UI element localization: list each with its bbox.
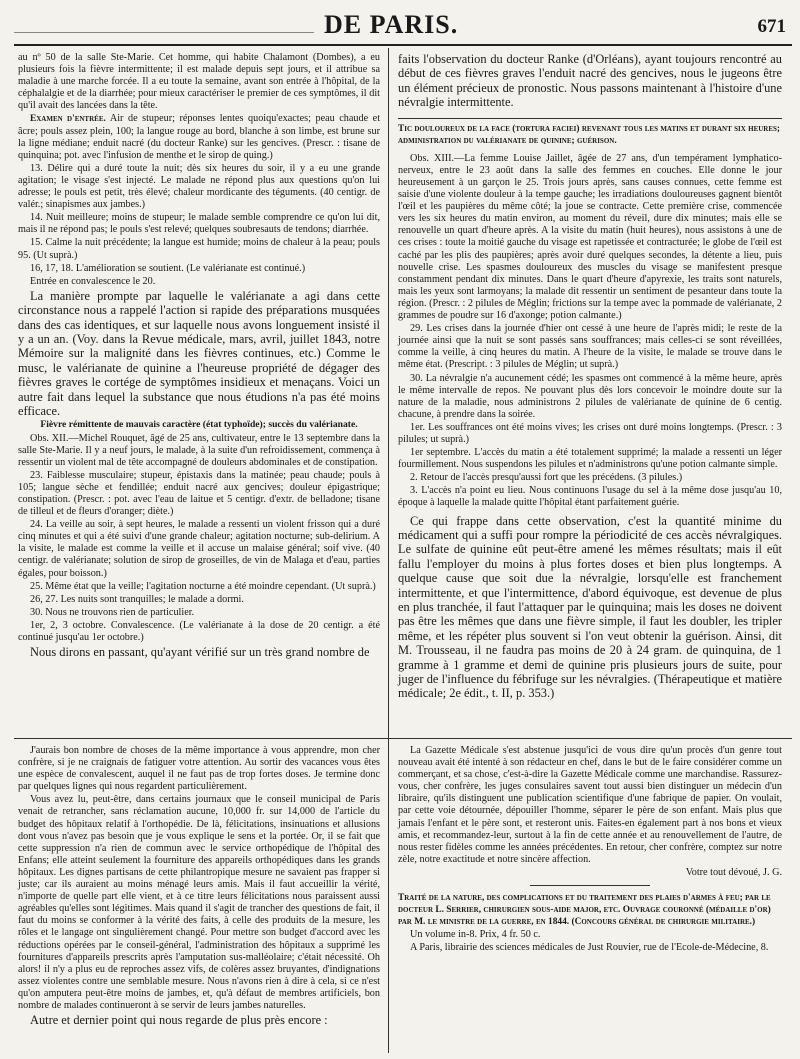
paragraph: Nous dirons en passant, qu'ayant vérifié sur un très grand nombre de bbox=[30, 645, 370, 660]
paragraph: 1er, 2, 3 octobre. Convalescence. (Le valérianate à la dose de 20 centigr. a été continué jusqu'au 1er octobre.) bbox=[18, 619, 380, 644]
paragraph: Vous avez lu, peut-être, dans certains journaux que le conseil municipal de Paris venait de retrancher, sans réclamation aucune, 10,000 fr. sur 14,000 de l'article du budget des hôpitaux relatif à l'orthopédie. De là, félicitations, insinuations et allusions dont vous n'avez pas besoin que je vous explique le sens et la portée. Or, il se fait que cette suppression n'a rien de commun avec le service orthopédique de l'hôpital des Enfans; elle atteint seulement la fourniture des appareils orthopédiques dans les grands hôpitaux. Les dignes partisans de cette philantropique mesure ne savaient pas frapper si juste; car ils auraient au moins ménagé leurs amis. Mais il faut accueillir la vérité, n'importe de quelle part elle vient, et à ce titre leurs félicitations nous paraissent aussi agréables qu'elles sont légitimes. Mais quand il s'agit de trancher des questions de fait, il faut du moins se conformer à la vérité des faits, à celle des produits de la mesure, les rôles et le langage ont singulièrement changé. Pour mettre son budget d'accord avec les réductions opérées par le conseil-général, l'administration des hôpitaux a supprimé les fournitures d'appareils prescrits après l'amputation sus-malléolaire; c'était nécessité. Oh alors! il n'y a plus eu de reproches assez vifs, de colères assez bruyantes, d'indignations assez violentes contre une semblable mesure. Nous n'avons rien à dire à cela, si ce n'est qu'on amputera peut-être moins de jambes, et, qu'à défaut de membres artificiels, bon nombre de malades continueront à se servir de leurs jambes naturelles. bbox=[18, 794, 380, 1011]
paragraph: au nº 50 de la salle Ste-Marie. Cet homme, qui habite Chalamont (Dombes), a eu plusieurs fois la fièvre intermittente; il est malade depuis sept jours, et il attribue sa maladie à une marche forcée. Il a eu toute la semaine, avant son entrée à l'hôpital, de la céphalalgie et de la diarrhée; pour mieux caractériser le premier de ces symptômes, il dit qu'il avait des lancées dans la tête. bbox=[18, 52, 380, 112]
paragraph: 30. La névralgie n'a aucunement cédé; les spasmes ont commencé à la même heure, après le même intervalle de repos. Ne pouvant plus dès lors concevoir le moindre doute sur la nature de la maladie, nous administrons 2 pilules de valérianate de quinine de 6 centig. chacune, à prendre dans la soirée. bbox=[398, 372, 782, 420]
paragraph: 2. Retour de l'accès presqu'aussi fort que les précédens. (3 pilules.) bbox=[410, 472, 683, 484]
paragraph: 24. La veille au soir, à sept heures, le malade a ressenti un violent frisson qui a duré cinq minutes et qui a été suivi d'une grande chaleur; agitation nocturne; sub-delirium. A la visite, le malade est comme la veille et il accuse un malaise général; soif vive. (40 centigr. de valérianate; solution de sirop de groseilles, de vin de Malaga et d'eau, parties égales, pour boisson.) bbox=[18, 519, 380, 579]
paragraph: 15. Calme la nuit précédente; la langue est humide; moins de chaleur à la peau; pouls 95. (Ut suprà.) bbox=[18, 237, 380, 261]
section-heading: Tic douloureux de la face (tortura faciei) revenant tous les matins et durant six heures; administration du valérianate de quinine; guérison. bbox=[398, 118, 782, 147]
paragraph: 14. Nuit meilleure; moins de stupeur; le malade semble comprendre ce qu'on lui dit, mais il ne répond pas; le pouls s'est relevé; quelques soubresauts de tendons; diarrhée. bbox=[18, 212, 380, 236]
header-rule bbox=[14, 44, 792, 46]
paragraph: Ce qui frappe dans cette observation, c'est la quantité minime du médicament qui a suffi pour rompre la périodicité de ces accès névralgiques. Le sulfate de quinine eût peut-être amené les mêmes résultats; mais il eût fallu l'employer du moins à plus fortes doses et bien plus longtemps. A quelque cause que soit due la névralgie, lorsqu'elle est franchement intermittente, et que l'intermittence, d'abord équivoque, est devenue de plus en plus tranchée, il faut l'attaquer par le quinquina; mais les doses ne doivent pas être les mêmes que dans une fièvre simple, il faut les doubler, les tripler même, et les répéter plus souvent si l'on veut obtenir la guérison. Ainsi, dit M. Trousseau, il ne faudra pas moins de 20 à 24 gram. de quinquina, de 1 gramme à 1 gramme et demi de quinine pris plusieurs jours de suite, pour juger de l'influence du fébrifuge sur les névralgies. (Thérapeutique et matière médicale; 2e édit., t. II, p. 353.) bbox=[398, 513, 782, 701]
paragraph: 1er septembre. L'accès du matin a été totalement supprimé; la malade a ressenti un léger fourmillement. Nous suspendons les pilules et n'administrons qu'une potion calmante simple. bbox=[398, 447, 782, 471]
paragraph: J'aurais bon nombre de choses de la même importance à vous apprendre, mon cher confrère, si je ne craignais de fatiguer votre attention. Au sortir des vacances vous êtes une espèce de convalescent, auquel il ne faut pas de trop fortes doses. Je termine donc par quelques lignes qui nous regardent particulièrement. bbox=[18, 745, 380, 793]
paragraph: faits l'observation du docteur Ranke (d'Orléans), ayant toujours rencontré au début de ces fièvres graves l'enduit nacré des gencives, nous le jugeons être un élément précieux de pronostic. Nous passons maintenant à l'histoire d'une névralgie intermittente. bbox=[398, 52, 782, 110]
page-number: 671 bbox=[757, 16, 786, 37]
paragraph: 1er. Les souffrances ont été moins vives; les crises ont duré moins longtemps. (Prescr. : 3 pilules; ut suprà.) bbox=[398, 421, 782, 445]
newspaper-page bbox=[14, 0, 792, 1059]
paragraph: 13. Délire qui a duré toute la nuit; dès six heures du soir, il y a eu une grande agitation; le visage s'est injecté. Le malade ne répond plus aux questions qu'on lui adresse; le pouls est petit, très élevé; chaleur mordicante des téguments. (40 centigr. de valér.; sinapismes aux jambes.) bbox=[18, 162, 380, 211]
inline-heading: Examen d'entrée. bbox=[30, 114, 106, 125]
paragraph-text: Air de stupeur; réponses lentes quoiqu'exactes; peau chaude et âcre; pouls assez plein, 100; la langue rouge au bord, blanche à son limbe, est brune sur la ligne médiane; enduit nacré (du docteur Ranke) sur les gencives. (Prescr. : tisane de quinquina; pot. avec l'infusion de menthe et le sirop de quing.) bbox=[18, 113, 381, 161]
page-header bbox=[14, 0, 792, 44]
running-title: DE PARIS. bbox=[324, 10, 459, 39]
paragraph: 30. Nous ne trouvons rien de particulier. bbox=[30, 606, 195, 618]
paragraph: 23. Faiblesse musculaire; stupeur, épistaxis dans la matinée; peau chaude; pouls à 105; langue sèche et fendillée; enduit nacré aux gencives; douleur épigastrique; constipation. (Prescr. : pot. avec l'eau de laitue et 5 centigr. d'extr. de belladone; tisane de tilleul et de fleurs d'oranger; diète.) bbox=[18, 469, 380, 518]
column-top-right bbox=[398, 52, 782, 702]
header-left-rule bbox=[14, 8, 314, 33]
column-top-left bbox=[18, 52, 380, 661]
short-rule bbox=[530, 885, 650, 886]
paragraph: 26, 27. Les nuits sont tranquilles; le malade a dormi. bbox=[30, 593, 244, 605]
paragraph: Obs. XII.—Michel Rouquet, âgé de 25 ans, cultivateur, entre le 13 septembre dans la salle Ste-Marie. Il y a neuf jours, le malade, à la suite d'un refroidissement, commença à ressentir un violent mal de tête accompagné de douleurs abdominales et de constipation. bbox=[18, 432, 380, 468]
paragraph: 29. Les crises dans la journée d'hier ont cessé à une heure de l'après midi; le reste de la journée ainsi que la nuit se sont passés sans souffrances; mais celles-ci se sont réveillées, comme la veille, à cinq heures du matin. A l'heure de la visite, le malade se trouve dans le même état. (Prescript. : 3 pilules de Méglin; ut suprà.) bbox=[398, 323, 782, 371]
paragraph bbox=[18, 113, 380, 161]
paragraph: Un volume in-8. Prix, 4 fr. 50 c. bbox=[410, 929, 541, 941]
column-bottom-right bbox=[398, 745, 782, 956]
paragraph: A Paris, librairie des sciences médicales de Just Rouvier, rue de l'Ecole-de-Médecine, 8. bbox=[410, 942, 769, 954]
column-bottom-left bbox=[18, 745, 380, 1028]
section-heading: Fièvre rémittente de mauvais caractère (état typhoïde); succès du valérianate. bbox=[40, 419, 358, 431]
paragraph: 3. L'accès n'a point eu lieu. Nous continuons l'usage du sel à la même dose jusqu'au 10, époque à laquelle la malade quitte l'hôpital étant parfaitement guérie. bbox=[398, 485, 782, 509]
paragraph: Autre et dernier point qui nous regarde de plus près encore : bbox=[30, 1013, 328, 1028]
signature-line: Votre tout dévoué, J. G. bbox=[685, 866, 782, 878]
book-notice-title: Traité de la nature, des complications et du traitement des plaies d'armes à feu; par le docteur L. Serrier, chirurgien sous-aide major, etc. Ouvrage couronné (médaille d'or) par M. le ministre de la guerre, en 1844. (Concours général de chirurgie militaire.) bbox=[398, 893, 771, 928]
paragraph: La manière prompte par laquelle le valérianate a agi dans cette circonstance nous a rappelé l'action si rapide des préparations musquées dans des cas identiques, et sur laquelle nous avons longuement insisté il y a un an. (Voy. dans la Revue médicale, mars, avril, juillet 1843, notre Mémoire sur la malignité dans les fièvres continues, etc.) Comme le musc, le valérianate de quinine a l'heureuse propriété de dégager des fièvres graves le cortége de symptômes insidieux et menaçans. Voici un autre fait dans lequel la substance que nous étudions n'a pas été moins efficace. bbox=[18, 288, 380, 419]
paragraph: Obs. XIII.—La femme Louise Jaillet, âgée de 27 ans, d'un tempérament lymphatico-nerveux, entre le 23 août dans la salle des femmes en couches. Elle donne le jour heureusement à un garçon le 25. Trois jours après, sans causes connues, cette femme est saisie d'une violente douleur à la tempe gauche; les irradiations douloureuses gagnent bientôt l'œil et les paupières du même côté; la joue se contracte. Cette première crise, commencée vers les six heures du matin environ, au moment du réveil, dure dix minutes; mais elle se renouvelle un quart d'heure après. A la visite du matin (huit heures), nous assistons à une de ces crises : toute la moitié gauche du visage est rapetissée et contracturée; le globe de l'œil est caché par les plis des paupières; après avoir duré quelques secondes, la détente a lieu, puis nouvelle crise. Les spasmes douloureux des muscles du visage se manifestent presque constamment pendant dix minutes. Dans le quart d'heure d'apyrexie, les traits sont naturels, mais les yeux sont larmoyans; la malade dit ressentir un sentiment de pesanteur dans toute la région. (Prescr. : 2 pilules de Méglin; frictions sur la tempe avec la pommade de valérianate, 2 grammes de poudre sur 16 d'axonge; potion calmante.) bbox=[398, 152, 782, 322]
paragraph: Entrée en convalescence le 20. bbox=[30, 275, 156, 287]
paragraph: 16, 17, 18. L'amélioration se soutient. (Le valérianate est continué.) bbox=[30, 262, 306, 274]
column-divider bbox=[388, 48, 389, 1053]
section-divider bbox=[14, 738, 792, 739]
paragraph: 25. Même état que la veille; l'agitation nocturne a été moindre cependant. (Ut suprà.) bbox=[30, 580, 376, 592]
paragraph: La Gazette Médicale s'est abstenue jusqu'ici de vous dire qu'un procès d'un genre tout nouveau avait été intenté à son rédacteur en chef, dans le but de le faire considérer comme un commerçant, et sa chose, c'est-à-dire la Gazette Médicale comme une marchandise. Rassurez-vous, cher confrère, les juges consulaires savent tout aussi bien distinguer un médecin d'un libraire, qu'ils distinguent une publication scientifique d'une fabrique de papier. On voulait, par cette voie détournée, dépouiller l'homme, séparer le père de son enfant. Mais plus que jamais l'enfant et le père sont, et resteront unis. Faites-en également part à nos bons et vieux amis, et recommandez-leur, surtout à la fin de cette année et au renouvellement de l'autre, de nous rester fidèles comme les années précédentes. En retour, cher confrère, comptez sur notre zèle, notre exactitude et notre sincère affection. bbox=[398, 745, 782, 865]
